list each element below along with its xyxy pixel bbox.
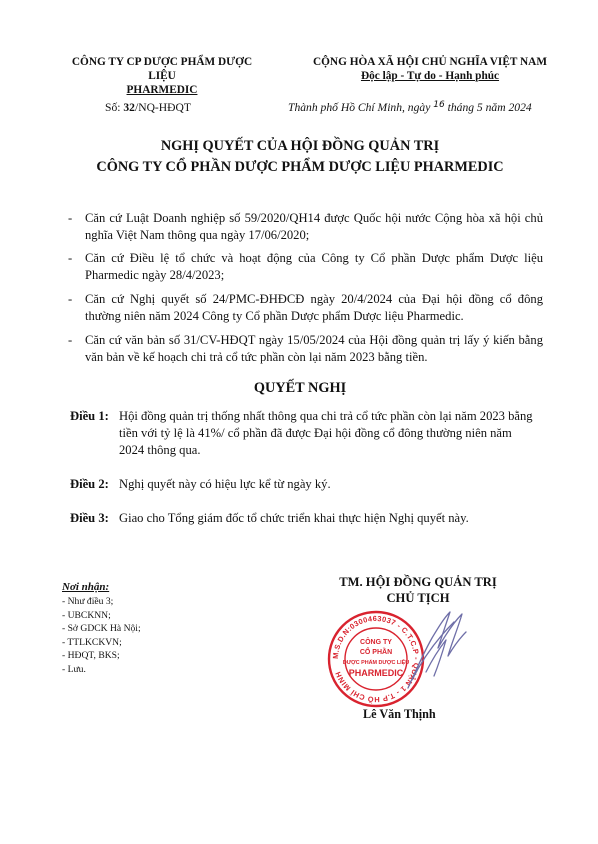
document-number [105,101,191,114]
basis-item: - Căn cứ văn bản số 31/CV-HĐQT ngày 15/05/2024 của Hội đồng quản trị lấy ý kiến bằng văn bản về kế hoạch chi trả cổ tức phần còn lại năm 2023 bằng tiền. [68,333,543,364]
article-text: Hội đồng quản trị thống nhất thông qua chi trả cổ tức phần còn lại năm 2023 bằng tiền với tỷ lệ là 41%/ cổ phần đã được Đại hội đồng cổ đông thường niên năm 2024 thông qua. [119,409,533,457]
article-3 [70,510,540,527]
article-text: Giao cho Tổng giám đốc tổ chức triển khai thực hiện Nghị quyết này. [119,511,469,525]
date-prefix: Thành phố Hồ Chí Minh, ngày [288,101,431,114]
recipient-item: - HĐQT, BKS; [62,650,120,662]
signature-title: CHỦ TỊCH [386,591,450,605]
national-title: CỘNG HÒA XÃ HỘI CHỦ NGHĨA VIỆT NAM [312,56,548,68]
decision-heading: QUYẾT NGHỊ [253,380,347,396]
company-name-line1: CÔNG TY CP DƯỢC PHẨM DƯỢC LIỆU [71,56,253,82]
document-number-suffix: /NQ-HĐQT [134,101,191,114]
seal-line-2: CỔ PHẦN [359,649,393,656]
basis-text: Căn cứ Luật Doanh nghiệp số 59/2020/QH14 được Quốc hội nước Cộng hòa xã hội chủ nghĩa Việt Nam thông qua ngày 17/06/2020; [85,211,543,242]
basis-item: - Căn cứ Nghị quyết số 24/PMC-ĐHĐCĐ ngày 20/4/2024 của Đại hội đồng cổ đông thường niên năm 2024 Công ty Cổ phần Dược phẩm Dược liệu Pharmedic. [68,292,543,323]
recipient-item: - Như điều 3; [62,596,114,607]
company-header [62,55,262,97]
recipients-list [62,595,141,677]
seal-line-3: DƯỢC PHẨM DƯỢC LIỆU [342,660,410,666]
resolution-title-line1: NGHỊ QUYẾT CỦA HỘI ĐỒNG QUẢN TRỊ [160,138,440,154]
handwritten-signature [402,600,482,700]
signature-org: TM. HỘI ĐỒNG QUẢN TRỊ [339,575,497,589]
basis-item: - Căn cứ Điều lệ tổ chức và hoạt động của Công ty Cổ phần Dược phẩm Dược liệu Pharmedic ngày 28/4/2023; [68,251,543,282]
document-date [288,101,532,114]
seal-line-1: CÔNG TY [360,639,392,646]
document-number-label: Số: [105,101,121,114]
resolution-title-line2: CÔNG TY CỔ PHẦN DƯỢC PHẨM DƯỢC LIỆU PHARMEDIC [96,159,504,175]
company-name-line2: PHARMEDIC [126,84,198,96]
basis-item: - Căn cứ Luật Doanh nghiệp số 59/2020/QH14 được Quốc hội nước Cộng hòa xã hội chủ nghĩa Việt Nam thông qua ngày 17/06/2020; [68,211,543,242]
date-day-handwritten: 16 [433,100,445,110]
article-label: Điều 3: [70,511,109,525]
article-2 [70,476,540,493]
basis-text: Căn cứ văn bản số 31/CV-HĐQT ngày 15/05/2024 của Hội đồng quản trị lấy ý kiến bằng văn bản về kế hoạch chi trả cổ tức phần còn lại năm 2023 bằng tiền. [85,333,543,364]
national-motto: Độc lập - Tự do - Hạnh phúc [360,70,500,82]
recipients-title: Nơi nhận: [62,581,110,593]
article-label: Điều 1: [70,409,109,423]
basis-text: Căn cứ Nghị quyết số 24/PMC-ĐHĐCĐ ngày 20/4/2024 của Đại hội đồng cổ đông thường niên năm 2024 Công ty Cổ phần Dược phẩm Dược liệu Pharmedic. [85,292,543,323]
seal-line-4: PHARMEDIC [348,668,404,678]
recipient-item: - Sở GDCK Hà Nội; [62,623,141,635]
recipient-item: - UBCKNN; [62,609,111,621]
seal-ring-text: M.S.D.N:0300463037 - C.T.C.P - QUẬN 1 - T.P HỒ CHÍ MINH [330,613,422,705]
document-number-value: 32 [123,101,135,114]
basis-text: Căn cứ Điều lệ tổ chức và hoạt động của Công ty Cổ phần Dược phẩm Dược liệu Pharmedic ngày 28/4/2023; [85,251,543,282]
signer-name: Lê Văn Thịnh [363,707,436,721]
article-text: Nghị quyết này có hiệu lực kể từ ngày ký. [119,477,331,491]
article-label: Điều 2: [70,477,109,491]
date-suffix: tháng 5 năm 2024 [447,101,532,114]
recipient-item: - TTLKCKVN; [62,636,122,648]
article-1 [70,408,540,458]
national-header [290,55,570,83]
recipient-item: - Lưu. [62,663,86,675]
